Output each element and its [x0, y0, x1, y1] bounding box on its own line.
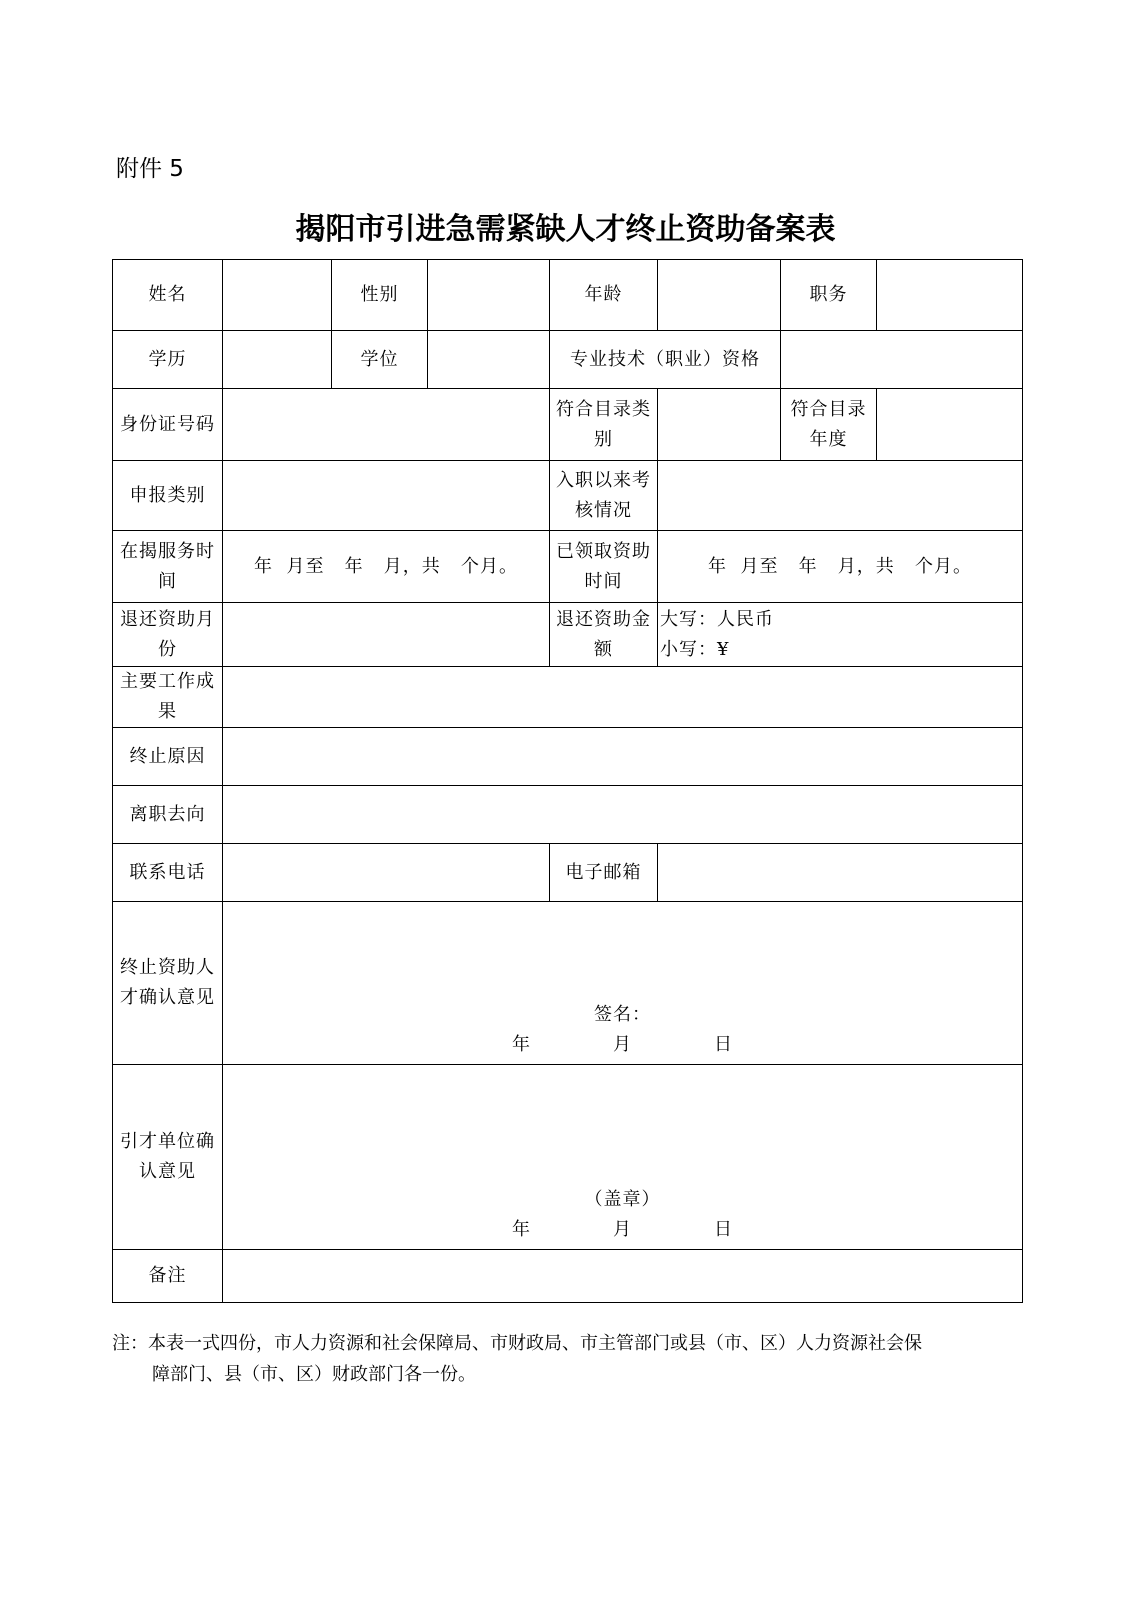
row-service-time	[113, 531, 1023, 603]
catalog-year-field[interactable]	[877, 389, 1023, 461]
row-id	[113, 389, 1023, 461]
phone-label: 联系电话	[113, 844, 223, 902]
refund-month-field[interactable]	[223, 603, 550, 667]
gender-label: 性别	[332, 260, 428, 331]
footnote	[112, 1328, 1027, 1390]
date-day: 日	[714, 1034, 733, 1055]
row-application	[113, 461, 1023, 531]
id-label: 身份证号码	[113, 389, 223, 461]
amount-upper: 大写：人民币	[660, 608, 774, 630]
service-time-label: 在揭服务时间	[113, 531, 223, 603]
degree-field[interactable]	[428, 331, 550, 389]
date-year: 年	[512, 1219, 531, 1240]
date-year: 年	[512, 1034, 531, 1055]
row-contact	[113, 844, 1023, 902]
catalog-year-label: 符合目录年度	[781, 389, 877, 461]
signature-label: 签名：	[594, 1004, 651, 1025]
assessment-label: 入职以来考核情况	[550, 461, 658, 531]
refund-amount-label: 退还资助金额	[550, 603, 658, 667]
row-departure	[113, 786, 1023, 844]
date-month: 月	[613, 1034, 632, 1055]
phone-field[interactable]	[223, 844, 550, 902]
amount-lower: 小写：¥	[660, 638, 730, 660]
age-label: 年龄	[550, 260, 658, 331]
gender-field[interactable]	[428, 260, 550, 331]
employer-opinion-label: 引才单位确认意见	[113, 1065, 223, 1250]
employer-date-line	[223, 1215, 1022, 1245]
service-time-field[interactable]: 年 月至 年 月，共 个月。	[223, 531, 550, 603]
employer-seal-block	[223, 1185, 1022, 1249]
row-basic-info	[113, 260, 1023, 331]
termination-reason-field[interactable]	[223, 728, 1023, 786]
row-termination-reason	[113, 728, 1023, 786]
education-field[interactable]	[223, 331, 332, 389]
row-education	[113, 331, 1023, 389]
catalog-category-label: 符合目录类别	[550, 389, 658, 461]
departure-label: 离职去向	[113, 786, 223, 844]
assessment-field[interactable]	[658, 461, 1023, 531]
date-day: 日	[714, 1219, 733, 1240]
application-category-field[interactable]	[223, 461, 550, 531]
refund-amount-field[interactable]	[658, 603, 1023, 667]
email-field[interactable]	[658, 844, 1023, 902]
name-field[interactable]	[223, 260, 332, 331]
position-field[interactable]	[877, 260, 1023, 331]
received-time-label: 已领取资助时间	[550, 531, 658, 603]
qualification-field[interactable]	[781, 331, 1023, 389]
talent-opinion-field[interactable]	[223, 902, 1023, 1065]
seal-label: （盖章）	[584, 1189, 661, 1210]
qualification-label: 专业技术（职业）资格	[550, 331, 781, 389]
talent-date-line	[223, 1030, 1022, 1060]
remarks-label: 备注	[113, 1250, 223, 1303]
footnote-line-2: 障部门、县（市、区）财政部门各一份。	[152, 1364, 476, 1385]
attachment-label: 附件 5	[116, 156, 184, 182]
talent-signature-block	[223, 1000, 1022, 1064]
footnote-line-1: 注：本表一式四份，市人力资源和社会保障局、市财政局、市主管部门或县（市、区）人力资源社会保	[112, 1333, 922, 1354]
row-remarks	[113, 1250, 1023, 1303]
talent-opinion-label: 终止资助人才确认意见	[113, 902, 223, 1065]
page-title: 揭阳市引进急需紧缺人才终止资助备案表	[295, 212, 836, 247]
application-category-label: 申报类别	[113, 461, 223, 531]
email-label: 电子邮箱	[550, 844, 658, 902]
departure-field[interactable]	[223, 786, 1023, 844]
catalog-category-field[interactable]	[658, 389, 781, 461]
education-label: 学历	[113, 331, 223, 389]
row-refund	[113, 603, 1023, 667]
position-label: 职务	[781, 260, 877, 331]
record-form-table	[112, 259, 1023, 1303]
name-label: 姓名	[113, 260, 223, 331]
termination-reason-label: 终止原因	[113, 728, 223, 786]
degree-label: 学位	[332, 331, 428, 389]
row-achievements	[113, 667, 1023, 728]
age-field[interactable]	[658, 260, 781, 331]
refund-month-label: 退还资助月份	[113, 603, 223, 667]
achievements-label: 主要工作成果	[113, 667, 223, 728]
row-talent-opinion	[113, 902, 1023, 1065]
received-time-field[interactable]: 年 月至 年 月，共 个月。	[658, 531, 1023, 603]
row-employer-opinion	[113, 1065, 1023, 1250]
remarks-field[interactable]	[223, 1250, 1023, 1303]
achievements-field[interactable]	[223, 667, 1023, 728]
employer-opinion-field[interactable]	[223, 1065, 1023, 1250]
id-field[interactable]	[223, 389, 550, 461]
date-month: 月	[613, 1219, 632, 1240]
